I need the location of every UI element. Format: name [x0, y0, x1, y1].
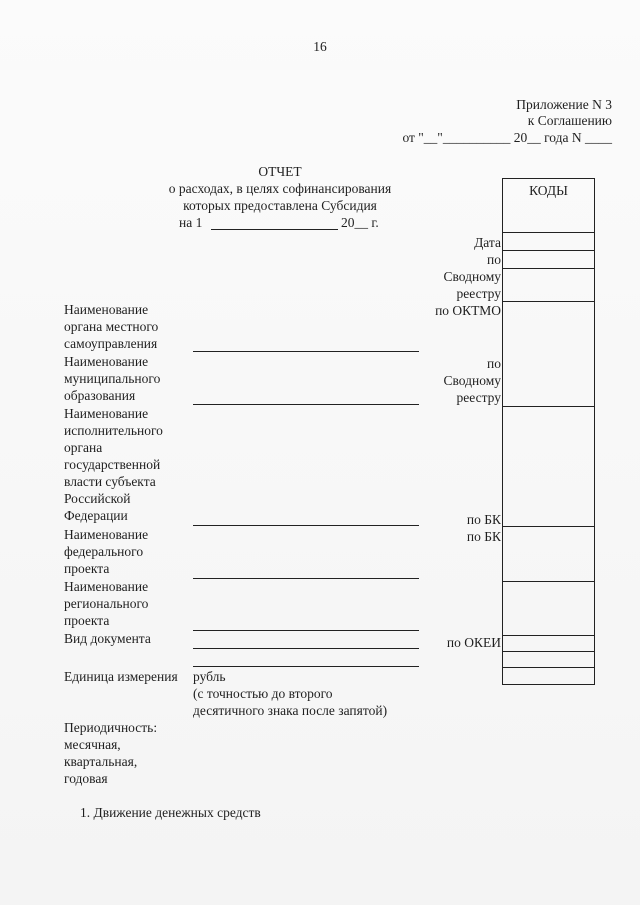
- field-doc-type-line: [193, 648, 419, 649]
- field-isp-label-5: власти субъекта: [64, 474, 156, 489]
- field-fed-label-1: Наименование: [64, 527, 149, 542]
- field-isp-label-3: органа: [64, 440, 103, 455]
- field-reg-label-3: проекта: [64, 613, 110, 628]
- field-mun-line: [193, 404, 419, 405]
- field-mun-label-2: муниципального: [64, 371, 161, 386]
- field-period-annual: годовая: [64, 771, 108, 786]
- field-period-quarterly: квартальная,: [64, 754, 138, 769]
- field-isp-label-7: Федерации: [64, 508, 128, 523]
- field-reg-line: [193, 630, 419, 631]
- field-isp-label-6: Российской: [64, 491, 131, 506]
- field-mun-label-1: Наименование: [64, 354, 149, 369]
- field-fed-line: [193, 578, 419, 579]
- codes-row-divider: [503, 667, 594, 668]
- code-label-reestru-1: реестру: [456, 286, 501, 301]
- field-fed-label-3: проекта: [64, 561, 110, 576]
- codes-row-divider: [503, 581, 594, 582]
- codes-row-divider: [503, 651, 594, 652]
- report-subtitle-1: о расходах, в целях софинансирования: [168, 181, 392, 196]
- field-period-monthly: месячная,: [64, 737, 121, 752]
- field-isp-line: [193, 525, 419, 526]
- field-organ-line: [193, 351, 419, 352]
- appendix-agreement: к Соглашению: [527, 113, 612, 128]
- report-date-suffix: 20__ г.: [341, 215, 379, 230]
- code-label-po-1: по: [487, 252, 501, 267]
- codes-row-divider: [503, 526, 594, 527]
- codes-row-divider: [503, 268, 594, 269]
- field-unit-label: Единица измерения: [64, 669, 178, 684]
- field-unit-value: рубль: [193, 669, 226, 684]
- field-isp-label-4: государственной: [64, 457, 161, 472]
- report-subtitle-2: которых предоставлена Субсидия: [183, 198, 377, 213]
- codes-row-divider: [503, 232, 594, 233]
- code-label-oktmo: по ОКТМО: [435, 303, 501, 318]
- field-isp-label-1: Наименование: [64, 406, 149, 421]
- field-organ-label-1: Наименование: [64, 302, 149, 317]
- report-title: ОТЧЕТ: [258, 164, 302, 179]
- codes-row-divider: [503, 635, 594, 636]
- field-isp-label-2: исполнительного: [64, 423, 163, 438]
- field-fed-label-2: федерального: [64, 544, 144, 559]
- codes-row-divider: [503, 301, 594, 302]
- field-reg-label-2: регионального: [64, 596, 149, 611]
- code-label-reestru-2: реестру: [456, 390, 501, 405]
- field-organ-label-3: самоуправления: [64, 336, 158, 351]
- code-label-svodnomu-1: Сводному: [443, 269, 501, 284]
- field-unit-line: [193, 666, 419, 667]
- field-mun-label-3: образования: [64, 388, 136, 403]
- codes-row-divider: [503, 250, 594, 251]
- field-unit-note-1: (с точностью до второго: [193, 686, 333, 701]
- field-unit-note-2: десятичного знака после запятой): [193, 703, 388, 718]
- appendix-number: Приложение N 3: [516, 97, 612, 112]
- code-label-okei: по ОКЕИ: [446, 635, 501, 650]
- code-label-date: Дата: [474, 235, 501, 250]
- code-label-po-2: по: [487, 356, 501, 371]
- code-label-bk-2: по БК: [466, 529, 501, 544]
- code-label-svodnomu-2: Сводному: [443, 373, 501, 388]
- codes-table: [502, 178, 595, 685]
- field-organ-label-2: органа местного: [64, 319, 159, 334]
- code-label-bk-1: по БК: [466, 512, 501, 527]
- section-heading: 1. Движение денежных средств: [80, 805, 261, 820]
- page-number: 16: [313, 39, 327, 54]
- appendix-agreement-date: от "__"__________ 20__ года N ____: [402, 130, 612, 145]
- report-date-line: [211, 229, 338, 230]
- field-doc-type-label: Вид документа: [64, 631, 151, 646]
- report-date-prefix: на 1: [179, 215, 203, 230]
- codes-row-divider: [503, 406, 594, 407]
- codes-header: КОДЫ: [529, 183, 568, 198]
- field-period-label: Периодичность:: [64, 720, 158, 735]
- field-reg-label-1: Наименование: [64, 579, 149, 594]
